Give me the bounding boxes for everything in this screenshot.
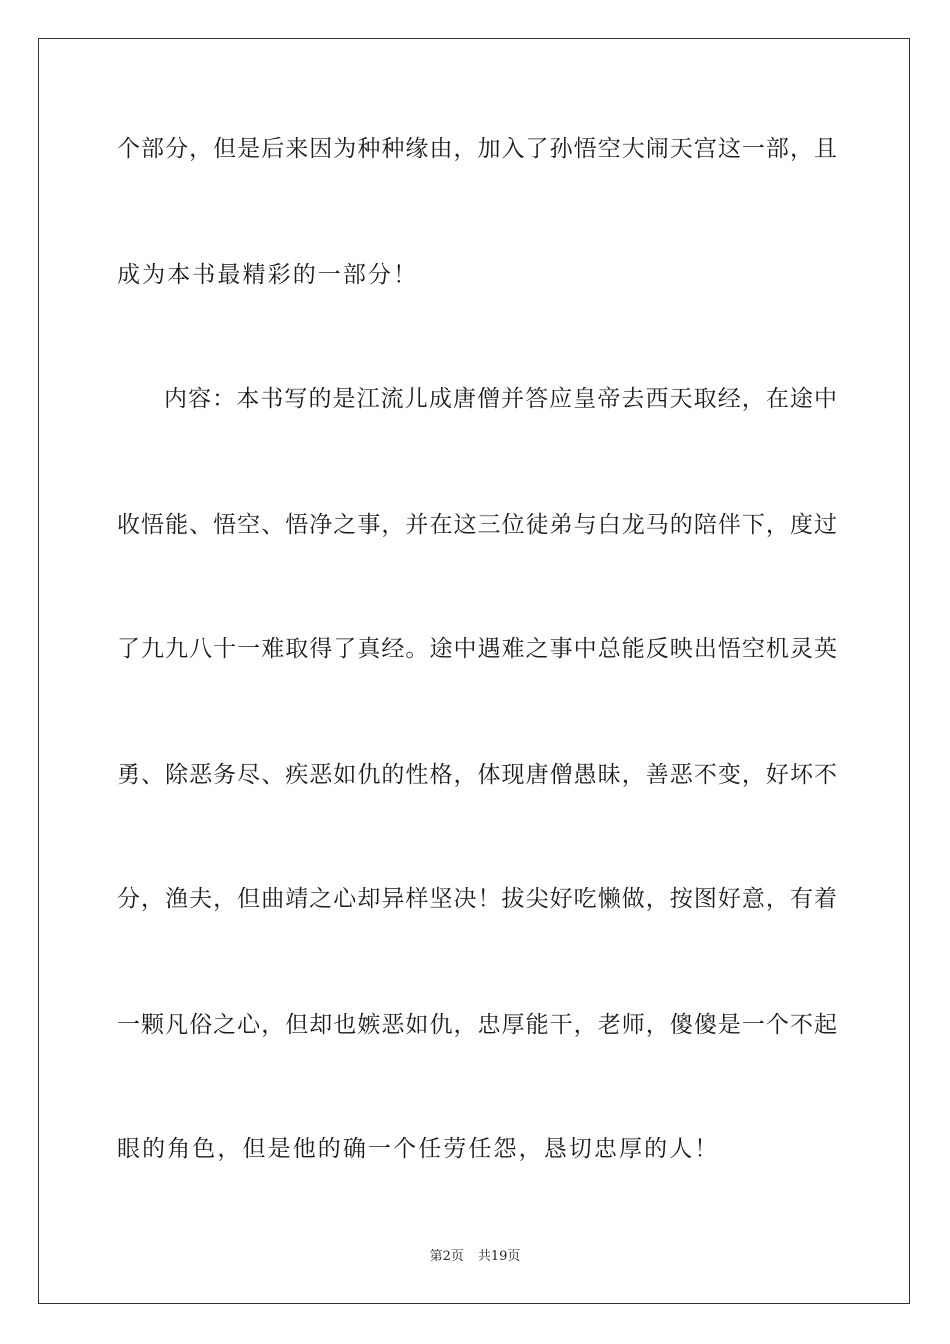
page-total: 共19页 bbox=[477, 1249, 521, 1264]
text-line-8: 一颗凡俗之心，但却也嫉恶如仇，忠厚能干，老师，傻傻是一个不起 bbox=[117, 1012, 837, 1038]
text-line-3: 内容：本书写的是江流儿成唐僧并答应皇帝去西天取经，在途中 bbox=[164, 386, 837, 412]
page-number: 第2页 bbox=[429, 1249, 464, 1264]
page-border bbox=[38, 38, 910, 1304]
text-line-5: 了九九八十一难取得了真经。途中遇难之事中总能反映出悟空机灵英 bbox=[117, 636, 837, 662]
text-line-7: 分，渔夫，但曲靖之心却异样坚决！拔尖好吃懒做，按图好意，有着 bbox=[117, 886, 837, 912]
text-line-4: 收悟能、悟空、悟净之事，并在这三位徒弟与白龙马的陪伴下，度过 bbox=[117, 512, 837, 538]
text-line-1: 个部分，但是后来因为种种缘由，加入了孙悟空大闹天宫这一部，且 bbox=[117, 136, 837, 162]
text-line-2: 成为本书最精彩的一部分！ bbox=[117, 262, 419, 288]
page-footer bbox=[0, 1248, 950, 1266]
text-line-6: 勇、除恶务尽、疾恶如仇的性格，体现唐僧愚昧，善恶不变，好坏不 bbox=[117, 762, 837, 788]
text-line-9: 眼的角色，但是他的确一个任劳任怨，恳切忠厚的人！ bbox=[117, 1136, 720, 1162]
